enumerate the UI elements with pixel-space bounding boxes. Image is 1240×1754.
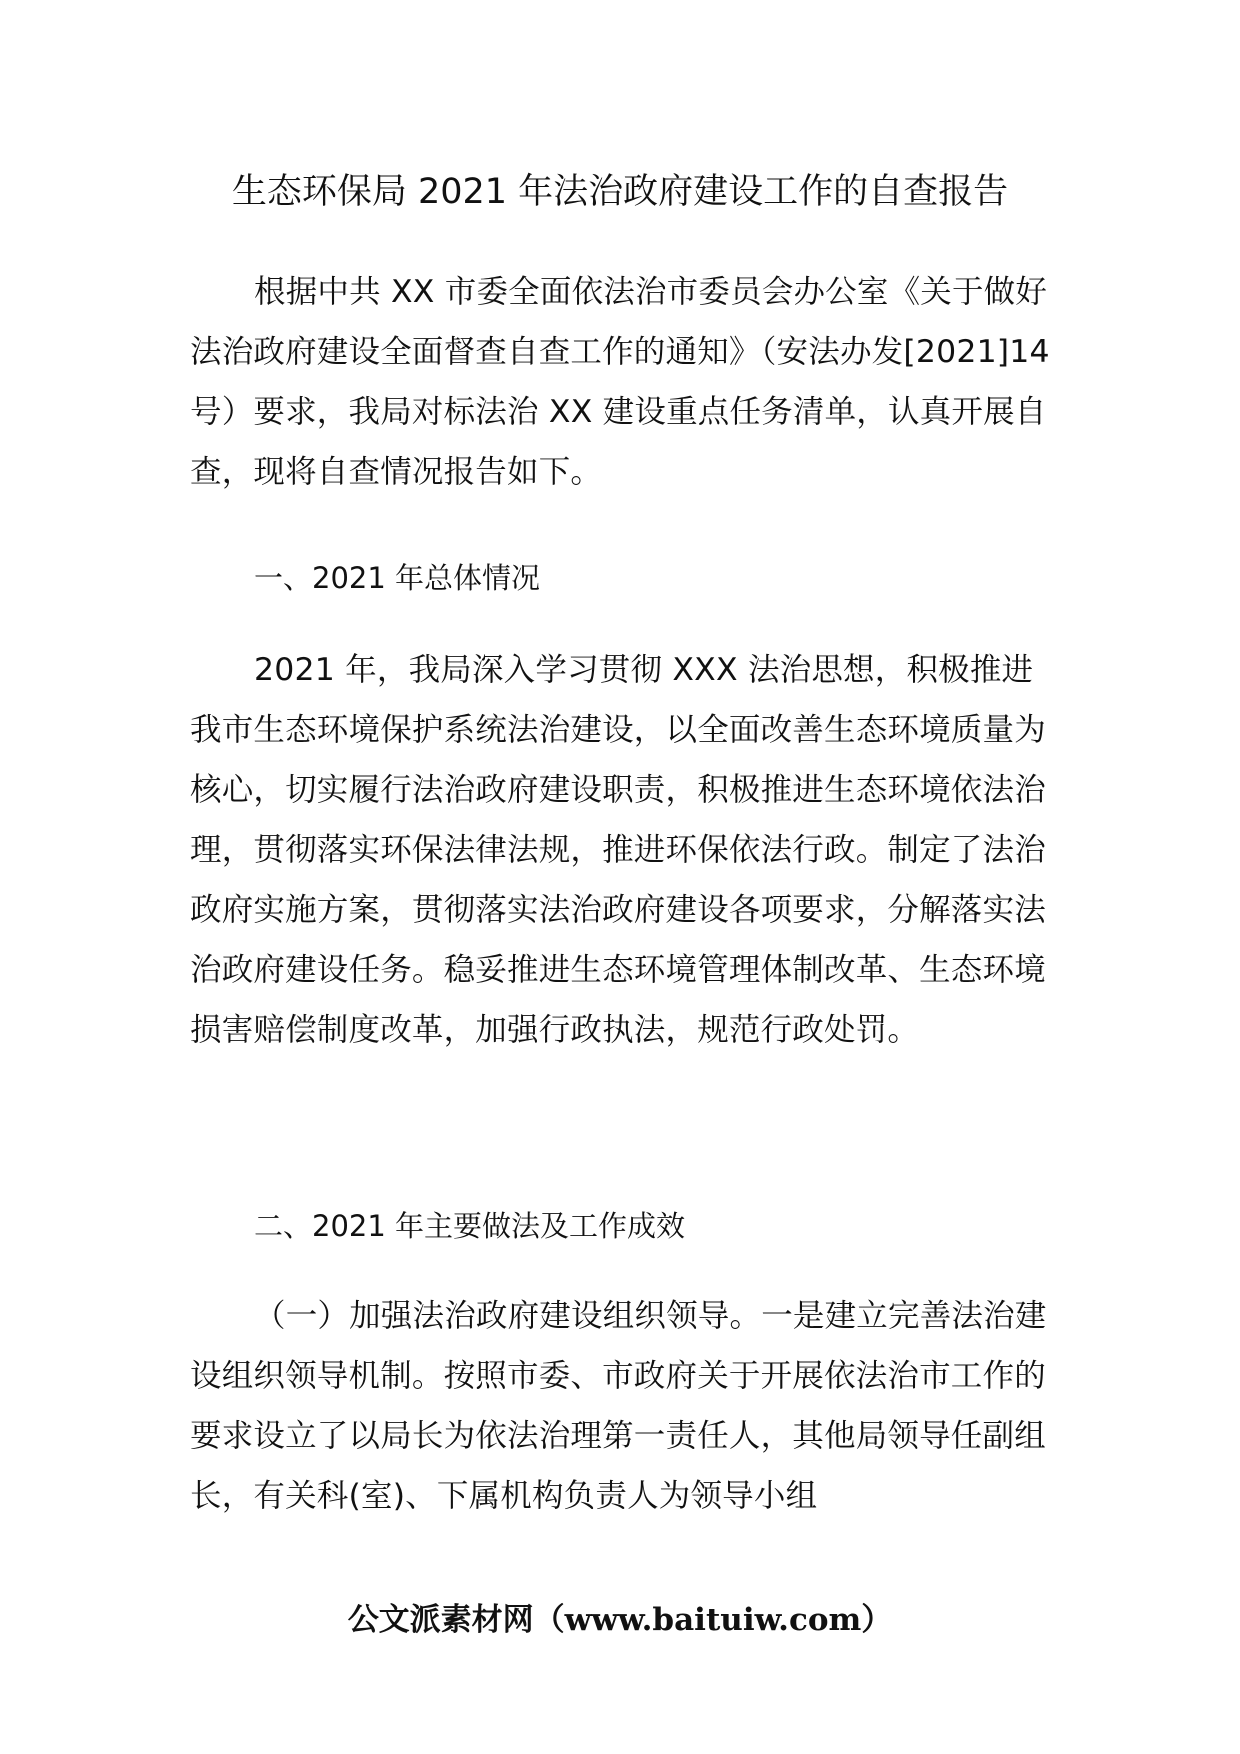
paragraph-overview: 2021 年，我局深入学习贯彻 XXX 法治思想，积极推进我市生态环境保护系统法治建设，以全面改善生态环境质量为核心，切实履行法治政府建设职责，积极推进生态环境依法治理，贯彻落实环保法律法规，推进环保依法行政。制定了法治政府实施方案，贯彻落实法治政府建设各项要求，分解落实法治政府建设任务。稳妥推进生态环境管理体制改革、生态环境损害赔偿制度改革，加强行政执法，规范行政处罚。 (190, 652, 1046, 1048)
paragraph-leadership: （一）加强法治政府建设组织领导。一是建立完善法治建设组织领导机制。按照市委、市政府关于开展依法治市工作的要求设立了以局长为依法治理第一责任人，其他局领导任副组长，有关科(室)、下属机构负责人为领导小组 (190, 1298, 1047, 1514)
paragraph-intro: 根据中共 XX 市委全面依法治市委员会办公室《关于做好法治政府建设全面督查自查工作的通知》（安法办发[2021]14 号）要求，我局对标法治 XX 建设重点任务清单，认真开展自查，现将自查情况报告如下。 (190, 274, 1050, 490)
document-title: 生态环保局 2021 年法治政府建设工作的自查报告 (231, 172, 1009, 212)
section-heading-achievements: 二、2021 年主要做法及工作成效 (254, 1209, 686, 1243)
section-heading-overview: 一、2021 年总体情况 (254, 561, 541, 595)
footer-source: 公文派素材网（www.baituiw.com） (347, 1602, 893, 1638)
